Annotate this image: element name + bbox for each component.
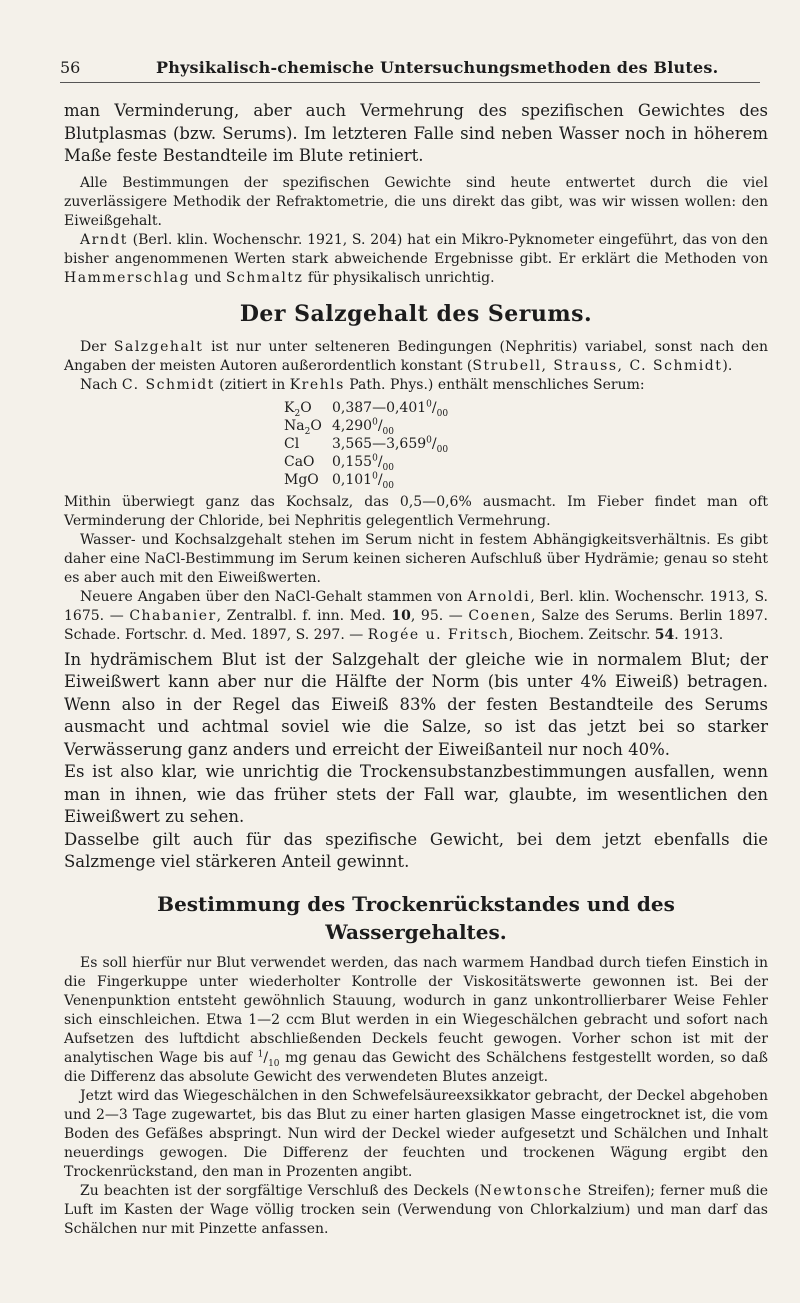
dry-paragraph-2: Jetzt wird das Wiegeschälchen in den Schwefelsäureexsikkator gebracht, der Deckel abgehoben und 2—3 Tage zugewartet, bis das Blut zu einer harten glasigen Masse eingetrocknet ist, die vom Boden des Gefäßes abspringt. Nun wird der Deckel wieder aufgesetzt und Schälchen und Inhalt neuerdings gewogen. Die Differenz der feuchten und trockenen Wägung ergibt den Trockenrückstand, den man in Prozenten angibt. <box>64 1087 768 1180</box>
table-row: $K_2O$ $0,387—0,401^0/_{00}$ <box>284 398 449 419</box>
salt-paragraph-8: Dasselbe gilt auch für das spezifische Gewicht, bei dem jetzt ebenfalls die Salzmenge viel stärkeren Anteil gewinnt. <box>64 829 768 871</box>
salt-paragraph-2: Nach C. Schmidt (zitiert in Krehls Path. Phys.) enthält menschliches Serum: <box>80 376 645 393</box>
author-name: Arnoldi <box>467 588 531 605</box>
intro-paragraph-3: Arndt (Berl. klin. Wochenschr. 1921, S. 204) hat ein Mikro-Pyknometer eingeführt, das von den bisher angenommenen Werten stark abweichende Ergebnisse gibt. Er erklärt die Methoden von Hammerschlag und Schmaltz für physikalisch unrichtig. <box>64 231 768 286</box>
table-row: MgO $0,101^0/_{00}$ <box>284 470 394 491</box>
table-row: $Na_2O$ $4,290^0/_{00}$ <box>284 416 394 437</box>
author-name: Schmaltz <box>225 269 304 286</box>
term: Salzgehalt <box>113 338 204 355</box>
author-name: Coenen <box>468 607 532 624</box>
running-title: Physikalisch-chemische Untersuchungsmethoden des Blutes. <box>156 58 719 77</box>
section-heading-salt: Der Salzgehalt des Serums. <box>239 300 593 327</box>
table-row: CaO $0,155^0/_{00}$ <box>284 452 394 473</box>
dry-paragraph-3: Zu beachten ist der sorgfältige Verschluß des Deckels (Newtonsche Streifen); ferner muß die Luft im Kasten der Wage völlig trocken sein (Verwendung von Chlorkalzium) und man darf das Schälchen nur mit Pinzette anfassen. <box>64 1182 768 1237</box>
page-content <box>64 100 768 1239</box>
salt-paragraph-7: Es ist also klar, wie unrichtig die Trockensubstanzbestimmungen ausfallen, wenn man in ihnen, wie das früher stets der Fall war, glaubte, im wesentlichen den Eiweißwert zu sehen. <box>64 762 768 826</box>
author-names: Strubell, Strauss, C. Schmidt <box>472 357 723 374</box>
intro-paragraph-1: man Verminderung, aber auch Vermehrung des spezifischen Gewichtes des Blutplasmas (bzw. Serums). Im letzteren Falle sind neben Wasser noch in höherem Maße feste Bestandteile im Blute retiniert. <box>64 101 768 165</box>
author-name: Krehls <box>289 376 345 393</box>
running-head <box>60 58 760 83</box>
author-name: Chabanier <box>129 607 217 624</box>
salt-paragraph-4: Wasser- und Kochsalzgehalt stehen im Serum nicht in festem Abhängigkeitsverhältnis. Es gibt daher eine NaCl-Bestimmung im Serum keinen sicheren Aufschluß über Hydrämie; genau so steht es aber auch mit den Eiweißwerten. <box>64 531 768 586</box>
salt-paragraph-3: Mithin überwiegt ganz das Kochsalz, das 0,5—0,6% ausmacht. Im Fieber findet man oft Verminderung der Chloride, bei Nephritis gelegentlich Vermehrung. <box>64 493 768 529</box>
author-name: Arndt <box>80 231 128 248</box>
author-name: Hammerschlag <box>64 269 190 286</box>
salt-paragraph-1: Der Salzgehalt ist nur unter selteneren Bedingungen (Nephritis) variabel, sonst nach den Angaben der meisten Autoren außerordentlich konstant (Strubell, Strauss, C. Schmidt). <box>64 338 768 374</box>
page-number: 56 <box>60 58 81 77</box>
table-row: Cl $3,565—3,659^0/_{00}$ <box>284 434 449 455</box>
author-name: C. Schmidt <box>121 376 215 393</box>
salt-paragraph-6: In hydrämischem Blut ist der Salzgehalt der gleiche wie in normalem Blut; der Eiweißwert kann aber nur die Hälfte der Norm (bis unter 4% Eiweiß) betragen. Wenn also in der Regel das Eiweiß 83% der festen Bestandteile des Serums ausmacht und achtmal soviel wie die Salze, so ist das jetzt bei so starker Verwässerung ganz anders und erreicht der Eiweißanteil nur noch 40%. <box>64 649 768 759</box>
author-name: Rogée u. Fritsch <box>367 626 510 643</box>
references-paragraph: Neuere Angaben über den NaCl-Gehalt stammen von Arnoldi, Berl. klin. Wochenschr. 1913, S. 1675. — Chabanier, Zentralbl. f. inn. Med. 10, 95. — Coenen, Salze des Serums. Berlin 1897. Schade. Fortschr. d. Med. 1897, S. 297. — Rogée u. Fritsch, Biochem. Zeitschr. 54. 1913. <box>64 588 768 643</box>
serum-composition-table <box>284 399 532 489</box>
intro-paragraph-2: Alle Bestimmungen der spezifischen Gewichte sind heute entwertet durch die viel zuverlässigere Methodik der Refraktometrie, die uns direkt das gibt, was wir wissen wollen: den Eiweißgehalt. <box>64 174 768 229</box>
section-heading-dry-residue: Bestimmung des Trockenrückstandes und des Wassergehaltes. <box>157 891 675 944</box>
author-name: Newtonsche <box>479 1182 583 1199</box>
dry-paragraph-1: Es soll hierfür nur Blut verwendet werden, das nach warmem Handbad durch tiefen Einstich in die Fingerkuppe unter wiederholter Kontrolle der Viskositätswerte gewonnen ist. Bei der Venenpunktion entsteht gewöhnlich Stauung, wodurch in ganz unkontrollierbarer Weise Fehler sich einschleichen. Etwa 1—2 ccm Blut werden in ein Wiegeschälchen gebracht und sofort nach Aufsetzen des luftdicht abschließenden Deckels feucht gewogen. Vorher schon ist mit der analytischen Wage bis auf $^1/_{10}$ mg genau das Gewicht des Schälchens festgestellt worden, so daß die Differenz das absolute Gewicht des verwendeten Blutes anzeigt. <box>64 954 768 1085</box>
